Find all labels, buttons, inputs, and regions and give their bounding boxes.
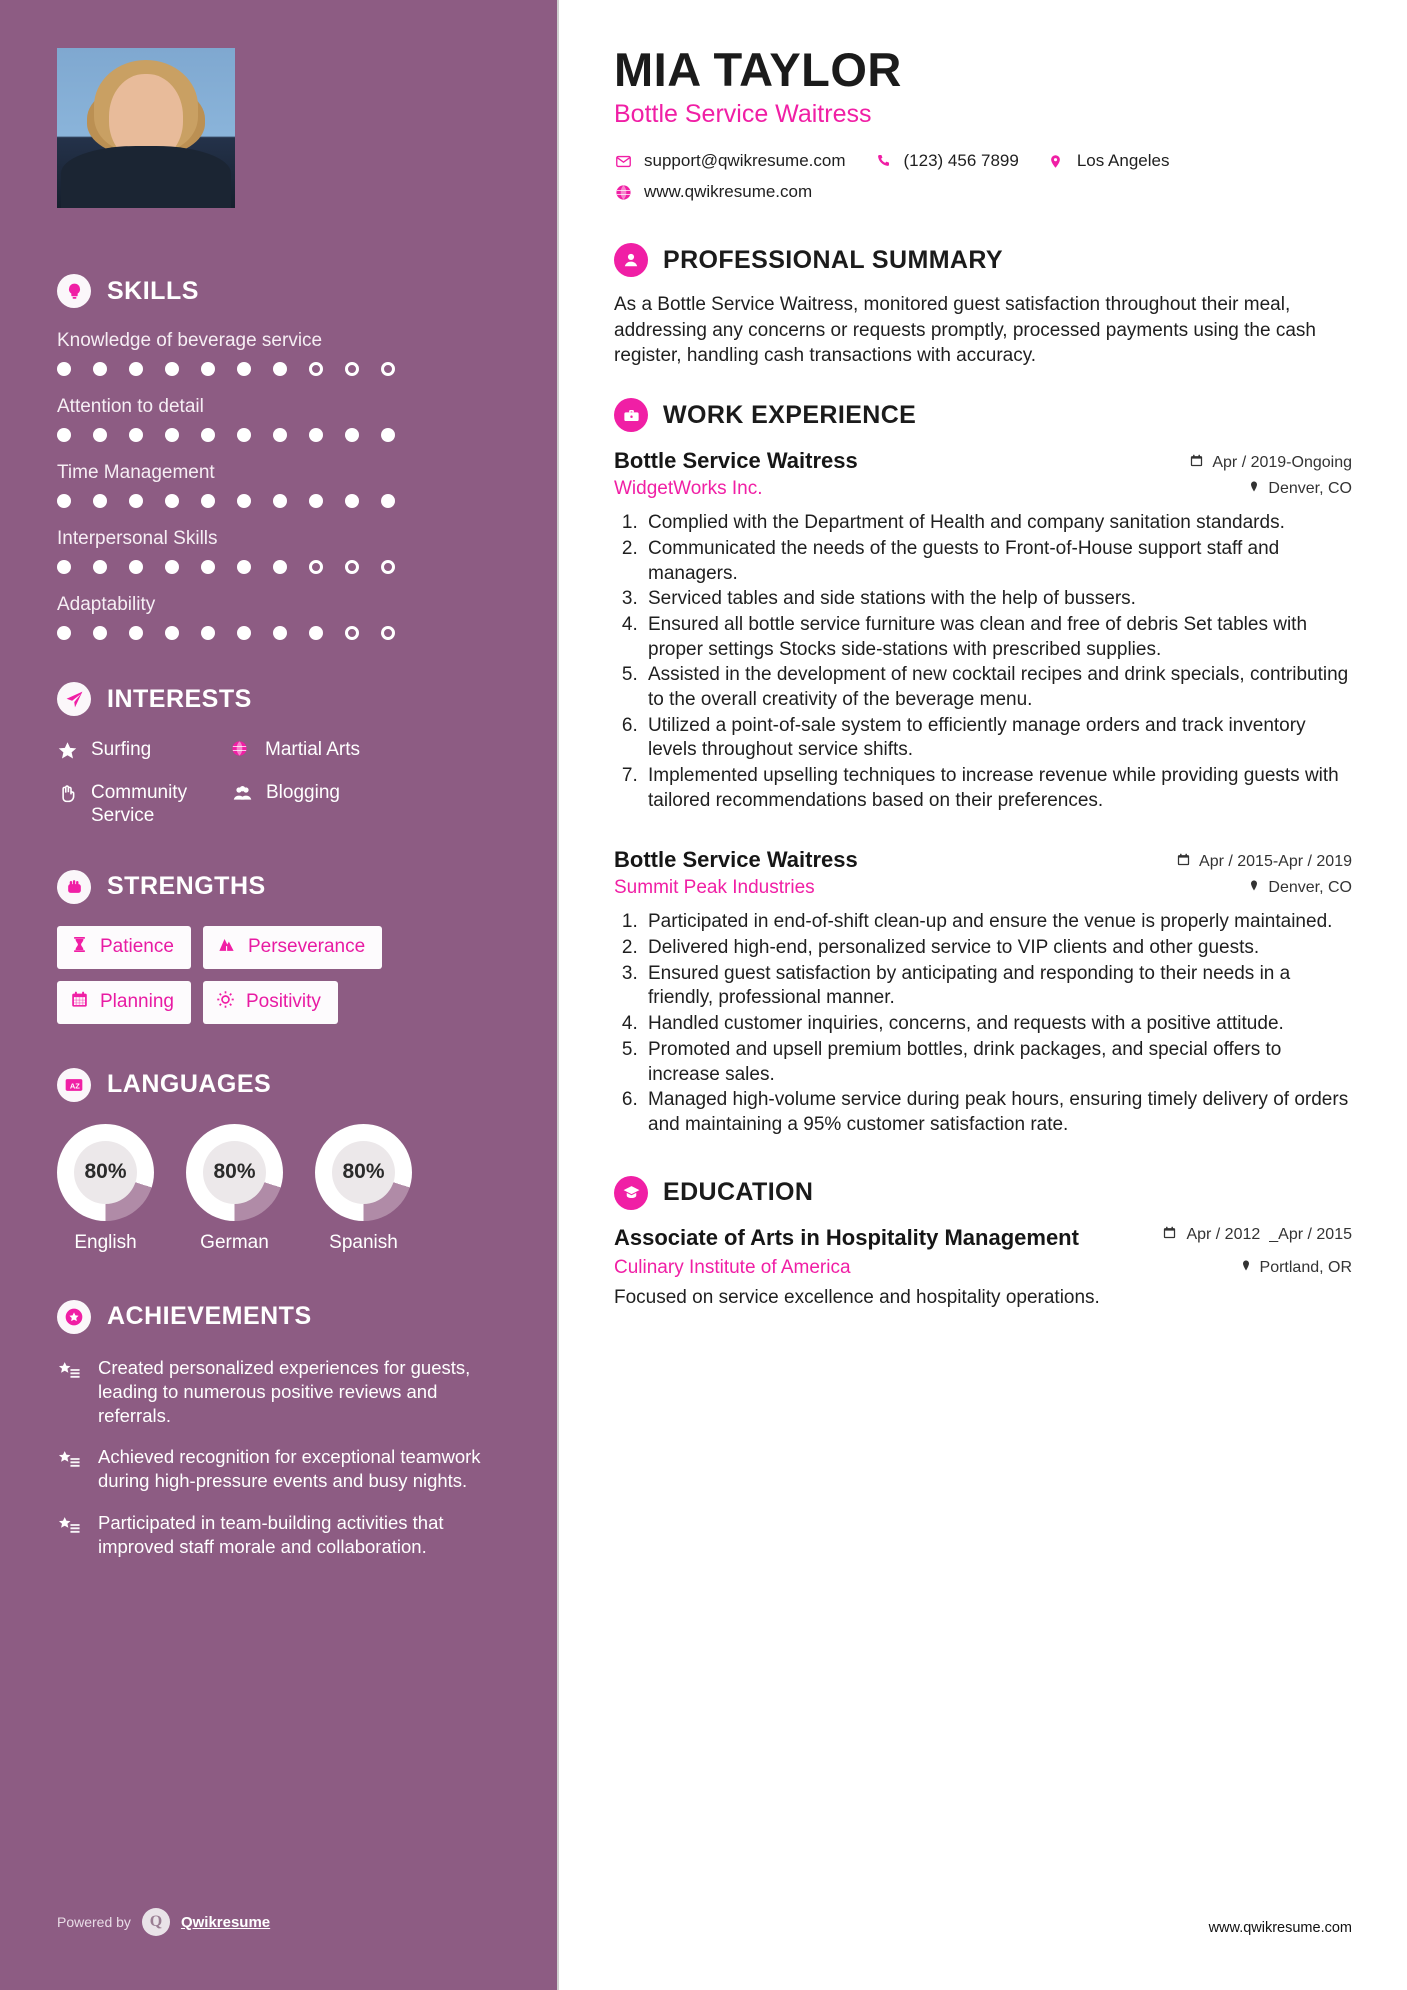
rating-dot-filled [93, 560, 107, 574]
sun-icon [216, 990, 235, 1015]
rating-dot-filled [381, 428, 395, 442]
contact-text: support@qwikresume.com [644, 151, 846, 171]
job-title: Bottle Service Waitress [614, 448, 858, 474]
rating-dot-filled [129, 626, 143, 640]
rating-dot-filled [165, 494, 179, 508]
rating-dot-filled [273, 494, 287, 508]
rating-dot-filled [237, 560, 251, 574]
fist-icon [57, 870, 91, 904]
achievement-item [57, 1356, 495, 1429]
rating-dot-filled [129, 494, 143, 508]
job-entry [614, 847, 1352, 1137]
job-subheader [614, 478, 1352, 500]
envelope-icon [614, 153, 632, 170]
sidebar-footer [57, 1908, 270, 1936]
main-content [557, 0, 1407, 1990]
rating-dot-filled [201, 626, 215, 640]
contact-item[interactable] [614, 151, 846, 171]
profile-photo [57, 48, 235, 208]
job-location-text: Denver, CO [1268, 879, 1352, 897]
rating-dot-filled [93, 428, 107, 442]
achievement-text: Achieved recognition for exceptional teamwork during high-pressure events and busy nights. [98, 1446, 481, 1492]
hourglass-icon [70, 935, 89, 960]
globe-icon [231, 740, 253, 763]
job-bullet: 1. Complied with the Department of Health and company sanitation standards. [643, 511, 1352, 536]
job-date-text: Apr / 2015-Apr / 2019 [1199, 853, 1352, 871]
interest-item [57, 781, 231, 827]
rating-dot-filled [201, 428, 215, 442]
rating-dot-filled [201, 494, 215, 508]
strengths-title: STRENGTHS [107, 872, 266, 901]
interest-label: Blogging [266, 782, 340, 804]
language-percent: 80% [203, 1141, 266, 1204]
location-pin-icon [1047, 153, 1065, 170]
rating-dot-filled [201, 362, 215, 376]
skill-label: Interpersonal Skills [57, 528, 218, 549]
job-bullet: 6. Utilized a point-of-sale system to efficiently manage orders and track inventory levels throughout service shifts. [643, 714, 1352, 763]
strength-label: Patience [100, 936, 174, 958]
language-item [315, 1124, 412, 1254]
page-title: MIA TAYLOR [614, 43, 902, 96]
language-donut-chart [315, 1124, 412, 1221]
languages-section [57, 1068, 495, 1254]
lightbulb-icon [57, 274, 91, 308]
language-donut-chart [57, 1124, 154, 1221]
interests-section [57, 682, 495, 828]
job-bullet: 5. Promoted and upsell premium bottles, drink packages, and special offers to increase sales. [643, 1038, 1352, 1087]
education-dates [1162, 1225, 1352, 1245]
education-location-text: Portland, OR [1259, 1259, 1352, 1277]
calendar-small-icon [1162, 1225, 1177, 1245]
main-footer-website[interactable]: www.qwikresume.com [1208, 1920, 1352, 1936]
education-section [614, 1176, 1352, 1310]
contact-item[interactable] [1047, 151, 1170, 171]
job-company: Summit Peak Industries [614, 877, 815, 899]
achievement-star-icon [57, 1359, 83, 1429]
interest-label: Surfing [91, 739, 152, 760]
job-subheader [614, 877, 1352, 899]
rating-dot-filled [201, 560, 215, 574]
strengths-section [57, 870, 495, 1024]
users-icon [231, 783, 254, 810]
rating-dot-filled [129, 362, 143, 376]
skill-rating-dots [57, 560, 495, 574]
education-list [614, 1225, 1352, 1310]
strength-chip [57, 981, 191, 1024]
interest-item [57, 738, 231, 767]
job-location [1248, 479, 1352, 499]
skills-title: SKILLS [107, 276, 199, 305]
rating-dot-filled [57, 428, 71, 442]
job-date-text: Apr / 2019-Ongoing [1212, 454, 1352, 472]
rating-dot-filled [165, 626, 179, 640]
interests-title: INTERESTS [107, 684, 252, 713]
strength-chip [203, 926, 382, 969]
skills-list [57, 330, 495, 640]
language-donut-chart [186, 1124, 283, 1221]
interest-item [231, 781, 495, 827]
rating-dot-filled [273, 362, 287, 376]
job-bullet: 7. Implemented upselling techniques to increase revenue while providing guests with tailored recommendations based on their preferences. [643, 764, 1352, 813]
vertical-divider [557, 0, 559, 1990]
language-label: German [200, 1231, 269, 1253]
education-title: EDUCATION [663, 1178, 814, 1207]
rating-dot-filled [57, 494, 71, 508]
skill-item [57, 396, 495, 442]
summary-title: PROFESSIONAL SUMMARY [663, 245, 1003, 274]
map-pin-small-icon [1248, 479, 1260, 499]
skills-heading [57, 274, 495, 308]
contact-text: (123) 456 7899 [903, 151, 1019, 171]
job-header [614, 448, 1352, 474]
skill-item [57, 594, 495, 640]
contact-item[interactable] [614, 182, 812, 202]
rating-dot-empty [381, 560, 395, 574]
rating-dot-filled [237, 626, 251, 640]
contact-item[interactable] [874, 151, 1019, 171]
contact-row-secondary [614, 182, 1352, 213]
education-end-date: _Apr / 2015 [1269, 1225, 1352, 1243]
education-school: Culinary Institute of America [614, 1257, 851, 1279]
rating-dot-filled [93, 494, 107, 508]
calendar-small-icon [1176, 852, 1191, 872]
interest-label: Community Service [91, 782, 188, 827]
rating-dot-filled [165, 428, 179, 442]
skill-rating-dots [57, 626, 495, 640]
interests-heading [57, 682, 495, 716]
work-heading [614, 398, 1352, 432]
rating-dot-filled [273, 560, 287, 574]
rating-dot-filled [165, 362, 179, 376]
education-degree: Associate of Arts in Hospitality Management [614, 1224, 1079, 1250]
rating-dot-filled [93, 362, 107, 376]
star-badge-icon [57, 1300, 91, 1334]
calendar-icon [70, 990, 89, 1015]
language-label: Spanish [329, 1231, 398, 1253]
rating-dot-filled [57, 560, 71, 574]
achievement-text: Created personalized experiences for guests, leading to numerous positive reviews and referrals. [98, 1356, 471, 1426]
achievements-heading [57, 1300, 495, 1334]
strengths-list [57, 926, 495, 1024]
job-bullet: 1. Participated in end-of-shift clean-up and ensure the venue is properly maintained. [643, 910, 1352, 935]
job-header [614, 847, 1352, 873]
rating-dot-filled [273, 428, 287, 442]
strengths-heading [57, 870, 495, 904]
language-percent: 80% [332, 1141, 395, 1204]
job-bullet: 4. Handled customer inquiries, concerns, and requests with a positive attitude. [643, 1012, 1352, 1037]
rating-dot-filled [165, 560, 179, 574]
interest-item [231, 738, 495, 767]
contact-text: Los Angeles [1076, 151, 1170, 171]
achievement-star-icon [57, 1514, 83, 1559]
jobs-list [614, 448, 1352, 1137]
rating-dot-empty [345, 626, 359, 640]
globe-icon [614, 184, 632, 201]
strength-label: Perseverance [247, 936, 366, 958]
star-icon [57, 740, 79, 767]
graduation-cap-icon [614, 1176, 648, 1210]
paper-plane-icon [57, 682, 91, 716]
job-bullet: 4. Ensured all bottle service furniture was clean and free of debris Set tables with proper settings Stocks side-stations with prescribed supplies. [643, 613, 1352, 662]
achievements-section [57, 1300, 495, 1560]
rating-dot-filled [309, 428, 323, 442]
phone-icon [874, 153, 892, 169]
rating-dot-empty [381, 626, 395, 640]
skill-item [57, 462, 495, 508]
achievement-item [57, 1445, 495, 1493]
professional-summary-section [614, 243, 1352, 368]
job-role-subtitle: Bottle Service Waitress [614, 100, 872, 129]
job-bullet: 6. Managed high-volume service during peak hours, ensuring timely delivery of orders and maintaining a 95% customer satisfaction rate. [643, 1088, 1352, 1137]
contact-row-primary [614, 151, 1352, 182]
rating-dot-filled [273, 626, 287, 640]
mountain-icon [216, 935, 237, 960]
job-title: Bottle Service Waitress [614, 847, 858, 873]
education-heading [614, 1176, 1352, 1210]
rating-dot-filled [237, 362, 251, 376]
skill-item [57, 330, 495, 376]
rating-dot-empty [381, 362, 395, 376]
rating-dot-empty [309, 560, 323, 574]
skill-rating-dots [57, 428, 495, 442]
svg-text:A: A [69, 1080, 76, 1090]
education-description: Focused on service excellence and hospitality operations. [614, 1287, 1100, 1309]
rating-dot-empty [345, 560, 359, 574]
job-date [1189, 453, 1352, 473]
skill-label: Time Management [57, 462, 215, 483]
user-circle-icon [614, 243, 648, 277]
skills-section [57, 274, 495, 640]
education-start-date: Apr / 2012 [1186, 1225, 1261, 1243]
rating-dot-empty [345, 362, 359, 376]
job-company: WidgetWorks Inc. [614, 478, 763, 500]
sidebar [0, 0, 557, 1990]
achievement-text: Participated in team-building activities that improved staff morale and collaboration. [98, 1511, 444, 1557]
education-entry [614, 1225, 1352, 1310]
rating-dot-filled [309, 626, 323, 640]
achievement-star-icon [57, 1448, 83, 1493]
education-header [614, 1225, 1352, 1252]
summary-heading [614, 243, 1352, 277]
rating-dot-filled [309, 494, 323, 508]
language-item [57, 1124, 154, 1254]
achievement-item [57, 1511, 495, 1559]
skill-rating-dots [57, 494, 495, 508]
strength-chip [203, 981, 338, 1024]
powered-by-label: Powered by [57, 1914, 131, 1930]
rating-dot-filled [237, 494, 251, 508]
achievements-list [57, 1356, 495, 1560]
rating-dot-filled [237, 428, 251, 442]
strength-label: Positivity [245, 991, 321, 1013]
rating-dot-filled [57, 626, 71, 640]
job-bullet: 3. Ensured guest satisfaction by anticipating and responding to their needs in a friendly, professional manner. [643, 962, 1352, 1011]
job-bullet-list [614, 910, 1352, 1137]
language-percent: 80% [74, 1141, 137, 1204]
job-location [1248, 878, 1352, 898]
briefcase-icon [614, 398, 648, 432]
skill-label: Attention to detail [57, 396, 204, 417]
skill-label: Adaptability [57, 594, 156, 615]
rating-dot-filled [381, 494, 395, 508]
summary-text: As a Bottle Service Waitress, monitored guest satisfaction throughout their meal, addressing any concerns or requests promptly, processed payments using the cash register, handling cash transactions with accuracy. [614, 294, 1316, 366]
job-bullet: 5. Assisted in the development of new cocktail recipes and drink specials, contributing to the overall creativity of the beverage menu. [643, 663, 1352, 712]
work-experience-section [614, 398, 1352, 1137]
languages-list [57, 1124, 495, 1254]
rating-dot-filled [345, 494, 359, 508]
education-location [1240, 1258, 1352, 1278]
hand-icon [57, 783, 79, 810]
language-item [186, 1124, 283, 1254]
rating-dot-empty [309, 362, 323, 376]
job-bullet: 3. Serviced tables and side stations with the help of bussers. [643, 587, 1352, 612]
language-label: English [74, 1231, 137, 1253]
skill-label: Knowledge of beverage service [57, 330, 323, 351]
rating-dot-filled [129, 560, 143, 574]
qwikresume-brand-link[interactable]: Qwikresume [180, 1913, 271, 1931]
job-entry [614, 448, 1352, 813]
skill-rating-dots [57, 362, 495, 376]
rating-dot-filled [93, 626, 107, 640]
interest-label: Martial Arts [265, 739, 361, 760]
achievements-title: ACHIEVEMENTS [107, 1302, 312, 1331]
contact-info [614, 151, 1352, 213]
languages-title: LANGUAGES [107, 1070, 272, 1099]
map-pin-small-icon [1240, 1258, 1252, 1278]
interests-list [57, 738, 495, 828]
contact-text: www.qwikresume.com [644, 182, 813, 202]
education-subheader [614, 1257, 1352, 1279]
languages-heading [57, 1068, 495, 1102]
translate-icon [57, 1068, 91, 1102]
strength-chip [57, 926, 191, 969]
map-pin-small-icon [1248, 878, 1260, 898]
job-location-text: Denver, CO [1268, 480, 1352, 498]
job-date [1176, 852, 1352, 872]
job-bullet: 2. Communicated the needs of the guests to Front-of-House support staff and managers. [643, 537, 1352, 586]
job-bullet-list [614, 511, 1352, 813]
svg-text:Z: Z [75, 1080, 80, 1090]
rating-dot-filled [57, 362, 71, 376]
rating-dot-filled [345, 428, 359, 442]
job-bullet: 2. Delivered high-end, personalized service to VIP clients and other guests. [643, 936, 1352, 961]
work-title: WORK EXPERIENCE [663, 400, 917, 429]
rating-dot-filled [129, 428, 143, 442]
strength-label: Planning [100, 991, 174, 1013]
qwikresume-logo-icon: Q [142, 1908, 170, 1936]
calendar-small-icon [1189, 453, 1204, 473]
skill-item [57, 528, 495, 574]
